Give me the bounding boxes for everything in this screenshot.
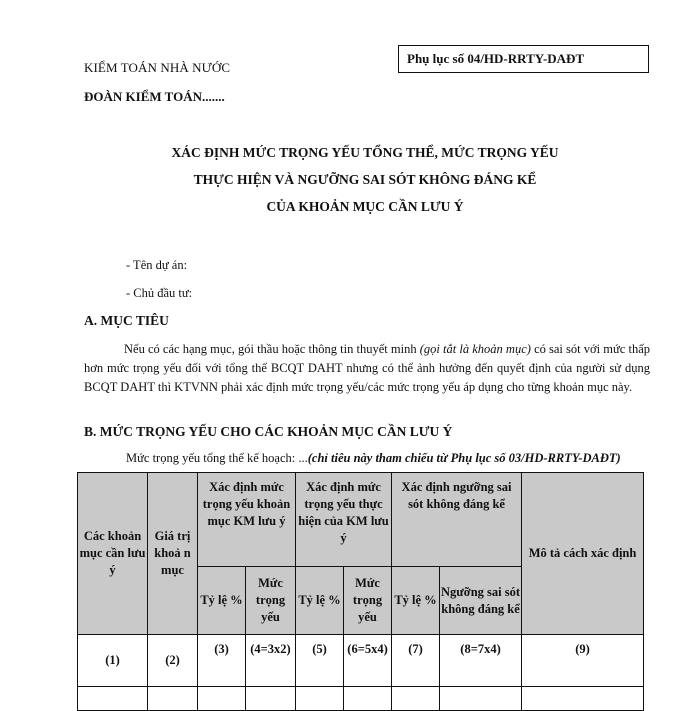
audit-team-name: ĐOÀN KIỂM TOÁN....... xyxy=(84,89,225,104)
section-a-text-1: Nếu có các hạng mục, gói thầu hoặc thông tin thuyết minh xyxy=(124,342,420,356)
subheader-materiality: Mức trọng yếu xyxy=(246,567,296,635)
table-cell-empty xyxy=(148,687,198,711)
appendix-label: Phụ lục số 04/HD-RRTY-DAĐT xyxy=(398,45,649,73)
document-title-line-1: XÁC ĐỊNH MỨC TRỌNG YẾU TỔNG THỂ, MỨC TRỌNG YẾU xyxy=(171,145,559,160)
column-number: (6=5x4) xyxy=(344,635,392,687)
subheader-materiality: Mức trọng yếu xyxy=(344,567,392,635)
section-a-heading: A. MỤC TIÊU xyxy=(84,313,169,328)
column-number: (9) xyxy=(522,635,644,687)
header-item-materiality: Xác định mức trọng yếu khoản mục KM lưu ý xyxy=(198,473,296,567)
section-b-heading: B. MỨC TRỌNG YẾU CHO CÁC KHOẢN MỤC CẦN LƯU Ý xyxy=(84,424,453,439)
subheader-threshold: Ngưỡng sai sót không đáng kể xyxy=(440,567,522,635)
column-number: (5) xyxy=(296,635,344,687)
column-number: (3) xyxy=(198,635,246,687)
column-number: (8=7x4) xyxy=(440,635,522,687)
header-items: Các khoản mục cần lưu ý xyxy=(78,473,148,635)
header-description: Mô tả cách xác định xyxy=(522,473,644,635)
section-a-paragraph xyxy=(84,340,650,397)
overall-materiality-label: Mức trọng yếu tổng thể kế hoạch: ... xyxy=(126,451,308,465)
column-number: (1) xyxy=(78,635,148,687)
materiality-table xyxy=(77,472,644,711)
section-a-text-2: có sai sót với mức thấp hơn mức trọng yếu đối với tổng thể BCQT DAHT nhưng có thể ảnh hưởng đến quyết định của người sử dụng BCQT DAHT thì KTVNN phải xác định mức trọng yếu/các mức trọng yếu áp dụng cho từng khoản mục này. xyxy=(84,342,650,394)
column-number: (2) xyxy=(148,635,198,687)
overall-materiality-reference xyxy=(126,451,621,466)
table-cell-empty xyxy=(392,687,440,711)
table-cell-empty xyxy=(198,687,246,711)
subheader-rate: Tỷ lệ % xyxy=(296,567,344,635)
column-number: (7) xyxy=(392,635,440,687)
table-cell-empty xyxy=(522,687,644,711)
subheader-rate: Tỷ lệ % xyxy=(392,567,440,635)
investor-field: - Chủ đầu tư: xyxy=(126,286,193,300)
header-trivial-threshold: Xác định ngưỡng sai sót không đáng kể xyxy=(392,473,522,567)
header-value: Giá trị khoả n mục xyxy=(148,473,198,635)
table-cell-empty xyxy=(440,687,522,711)
table-cell-empty xyxy=(344,687,392,711)
table-cell-empty xyxy=(78,687,148,711)
subheader-rate: Tỷ lệ % xyxy=(198,567,246,635)
column-number: (4=3x2) xyxy=(246,635,296,687)
project-name-field: - Tên dự án: xyxy=(126,258,188,272)
document-title-line-2: THỰC HIỆN VÀ NGƯỠNG SAI SÓT KHÔNG ĐÁNG KỂ xyxy=(193,172,537,187)
organization-name: KIỂM TOÁN NHÀ NƯỚC xyxy=(84,60,231,75)
header-performance-materiality: Xác định mức trọng yếu thực hiện của KM lưu ý xyxy=(296,473,392,567)
section-a-italic-note: (gọi tắt là khoản mục) xyxy=(419,342,531,356)
document-title-line-3: CỦA KHOẢN MỤC CẦN LƯU Ý xyxy=(266,199,464,214)
overall-materiality-note: (chỉ tiêu này tham chiếu từ Phụ lục số 03/HD-RRTY-DAĐT) xyxy=(307,451,621,465)
table-cell-empty xyxy=(246,687,296,711)
table-cell-empty xyxy=(296,687,344,711)
